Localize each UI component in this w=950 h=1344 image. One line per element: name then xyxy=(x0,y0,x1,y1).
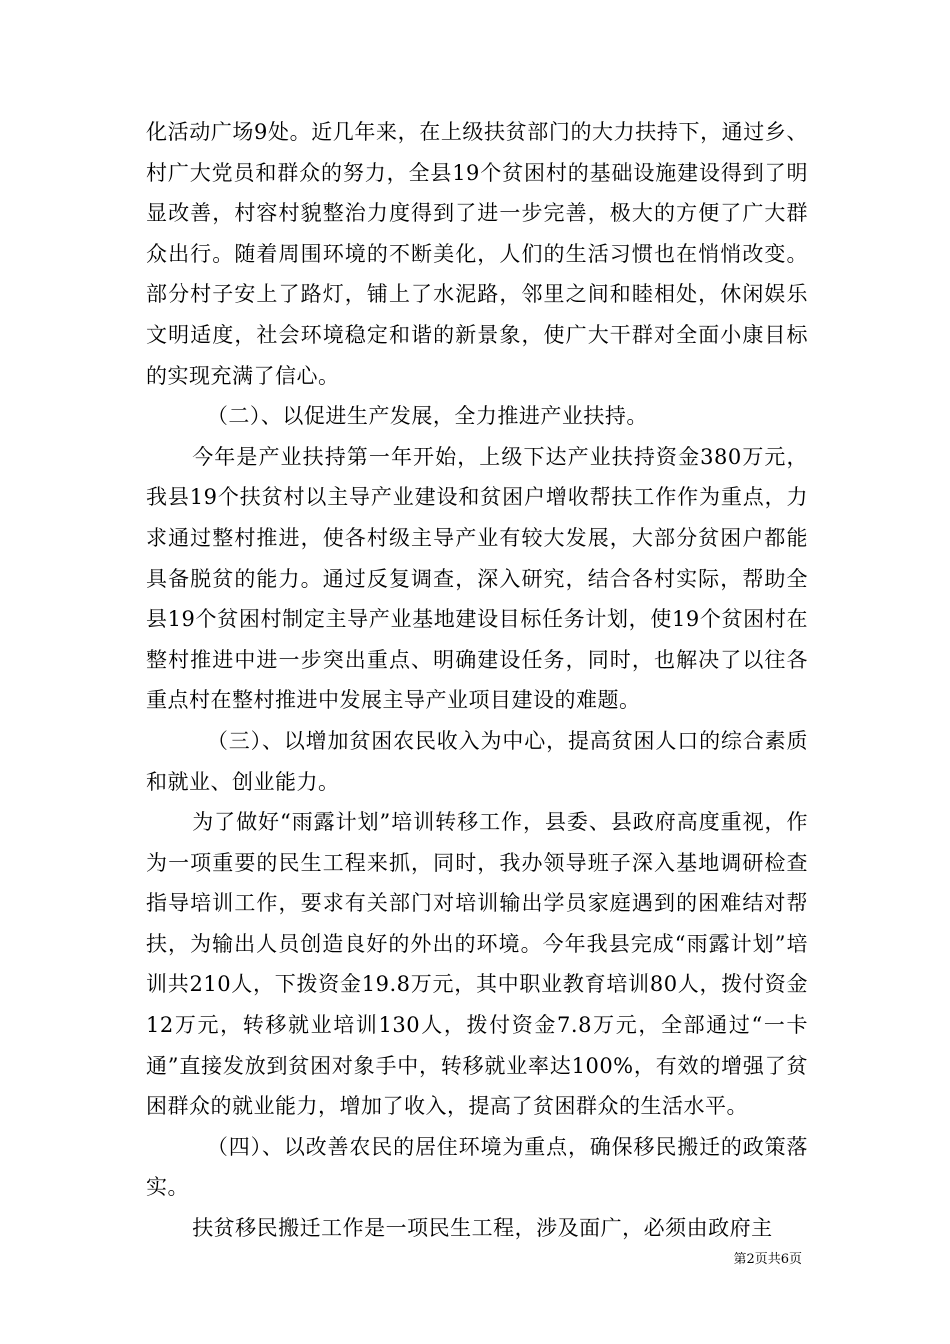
paragraph-relocation: 扶贫移民搬迁工作是一项民生工程，涉及面广，必须由政府主 xyxy=(192,1216,773,1241)
section-heading-two: （二）、以促进生产发展，全力推进产业扶持。 xyxy=(206,404,648,429)
section-heading-four: （四）、以改善农民的居住环境为重点，确保移民搬迁的政策落实。 xyxy=(146,1134,808,1200)
document-body xyxy=(146,112,808,1249)
section-heading-three: （三）、以增加贫困农民收入为中心，提高贫困人口的综合素质和就业、创业能力。 xyxy=(146,728,808,794)
page-number-footer: 第2页共6页 xyxy=(733,1252,802,1267)
paragraph-industry-support: 今年是产业扶持第一年开始，上级下达产业扶持资金380万元，我县19个扶贫村以主导产业建设和贫困户增收帮扶工作作为重点，力求通过整村推进，使各村级主导产业有较大发展，大部分贫困户都能具备脱贫的能力。通过反复调查，深入研究，结合各村实际，帮助全县19个贫困村制定主导产业基地建设目标任务计划，使19个贫困村在整村推进中进一步突出重点、明确建设任务，同时，也解决了以往各重点村在整村推进中发展主导产业项目建设的难题。 xyxy=(146,444,808,713)
paragraph-continuation: 化活动广场9处。近几年来，在上级扶贫部门的大力扶持下，通过乡、村广大党员和群众的努力，全县19个贫困村的基础设施建设得到了明显改善，村容村貌整治力度得到了进一步完善，极大的方便了广大群众出行。随着周围环境的不断美化，人们的生活习惯也在悄悄改变。部分村子安上了路灯，铺上了水泥路，邻里之间和睦相处，休闲娱乐文明适度，社会环境稳定和谐的新景象，使广大干群对全面小康目标的实现充满了信心。 xyxy=(146,120,808,388)
paragraph-rain-dew-plan: 为了做好“雨露计划”培训转移工作，县委、县政府高度重视，作为一项重要的民生工程来抓，同时，我办领导班子深入基地调研检查指导培训工作，要求有关部门对培训输出学员家庭遇到的困难结对帮扶，为输出人员创造良好的外出的环境。今年我县完成“雨露计划”培训共210人，下拨资金19.8万元，其中职业教育培训80人，拨付资金12万元，转移就业培训130人，拨付资金7.8万元，全部通过“一卡通”直接发放到贫困对象手中，转移就业率达100%，有效的增强了贫困群众的就业能力，增加了收入，提高了贫困群众的生活水平。 xyxy=(146,810,808,1119)
